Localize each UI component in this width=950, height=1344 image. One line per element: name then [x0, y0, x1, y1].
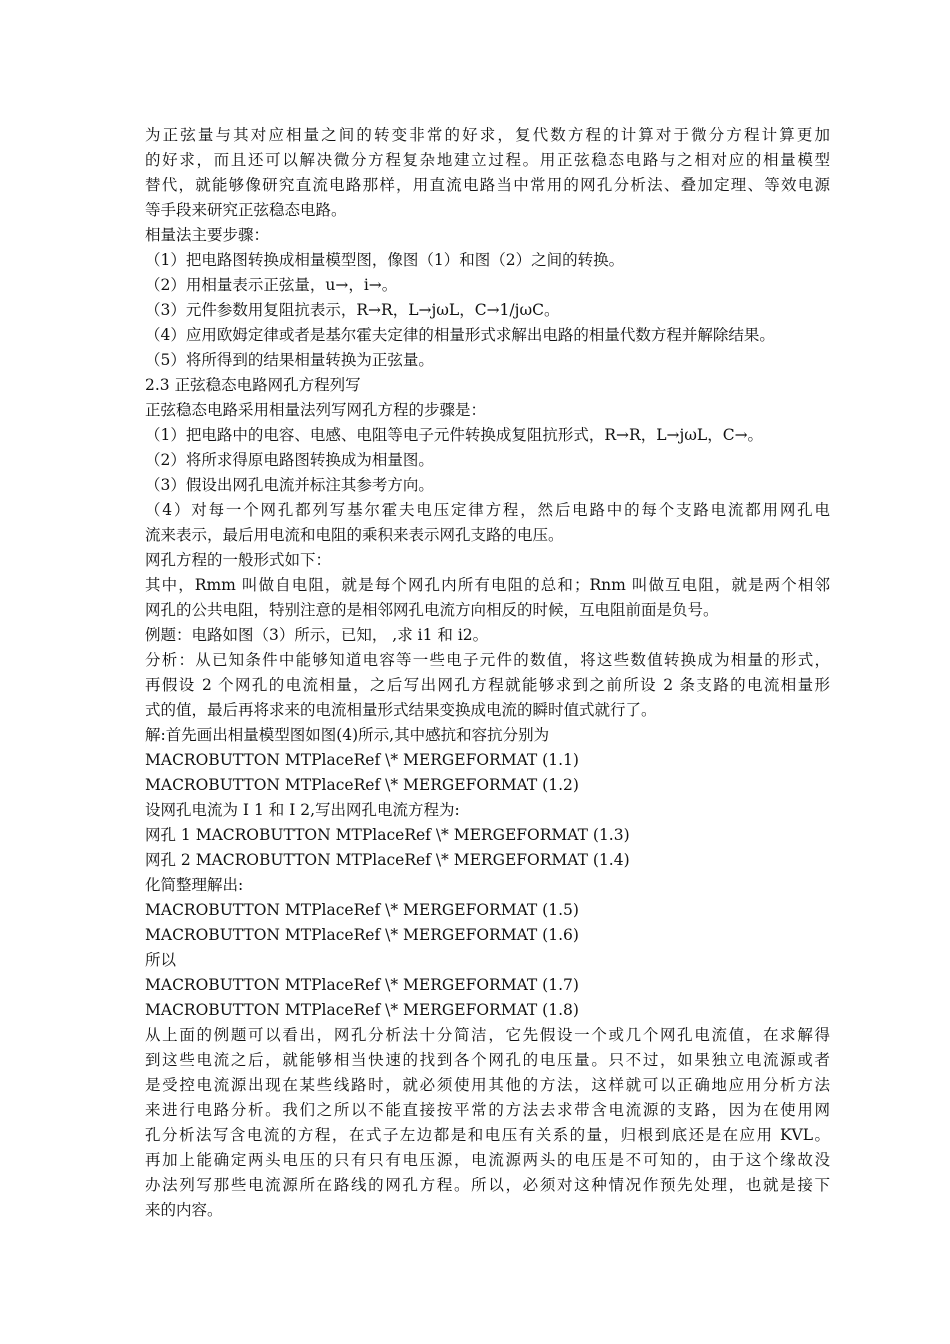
text-line: 设网孔电流为 I 1 和 I 2,写出网孔电流方程为:	[145, 801, 460, 819]
text-line: （4）应用欧姆定律或者是基尔霍夫定律的相量形式求解出电路的相量代数方程并解除结果。	[145, 326, 775, 344]
text-line: 再加上能确定两头电压的只有只有电压源，电流源两头的电压是不可知的，由于这个缘故没	[145, 1151, 830, 1169]
text-line: 的好求，而且还可以解决微分方程复杂地建立过程。用正弦稳态电路与之相对应的相量模型	[145, 151, 830, 169]
text-line: （3）假设出网孔电流并标注其参考方向。	[145, 476, 434, 494]
text-line: 相量法主要步骤：	[145, 226, 270, 244]
text-line: 为正弦量与其对应相量之间的转变非常的好求，复代数方程的计算对于微分方程计算更加	[145, 126, 830, 144]
text-line: MACROBUTTON MTPlaceRef \* MERGEFORMAT (1.1)	[145, 751, 579, 769]
text-line: 网孔 2 MACROBUTTON MTPlaceRef \* MERGEFORMAT (1.4)	[145, 851, 630, 869]
text-line: 等手段来研究正弦稳态电路。	[145, 201, 347, 219]
text-line: 式的值，最后再将求来的电流相量形式结果变换成电流的瞬时值式就行了。	[145, 701, 657, 719]
text-line: MACROBUTTON MTPlaceRef \* MERGEFORMAT (1.5)	[145, 901, 579, 919]
text-line: （1）把电路图转换成相量模型图，像图（1）和图（2）之间的转换。	[145, 251, 625, 269]
text-line: 其中，Rmm 叫做自电阻，就是每个网孔内所有电阻的总和；Rnm 叫做互电阻，就是两个相邻	[145, 576, 830, 594]
text-line: 网孔方程的一般形式如下：	[145, 551, 332, 569]
text-line: （4）对每一个网孔都列写基尔霍夫电压定律方程，然后电路中的每个支路电流都用网孔电	[145, 501, 830, 519]
text-line: 2.3 正弦稳态电路网孔方程列写	[145, 376, 361, 394]
text-line: 来进行电路分析。我们之所以不能直接按平常的方法去求带含电流源的支路，因为在使用网	[145, 1101, 830, 1119]
text-line: （5）将所得到的结果相量转换为正弦量。	[145, 351, 434, 369]
text-line: 网孔的公共电阻，特别注意的是相邻网孔电流方向相反的时候，互电阻前面是负号。	[145, 601, 719, 619]
document-body	[145, 123, 830, 1223]
text-line: （1）把电路中的电容、电感、电阻等电子元件转换成复阻抗形式，R→R，L→jωL，C→。	[145, 426, 764, 444]
text-line: 再假设 2 个网孔的电流相量，之后写出网孔方程就能够求到之前所设 2 条支路的电流相量形	[145, 676, 830, 694]
text-line: MACROBUTTON MTPlaceRef \* MERGEFORMAT (1.6)	[145, 926, 579, 944]
text-line: MACROBUTTON MTPlaceRef \* MERGEFORMAT (1.8)	[145, 1001, 579, 1019]
text-line: 分析：从已知条件中能够知道电容等一些电子元件的数值，将这些数值转换成为相量的形式，	[145, 651, 830, 669]
text-line: 来的内容。	[145, 1201, 223, 1219]
text-line: 正弦稳态电路采用相量法列写网孔方程的步骤是：	[145, 401, 487, 419]
text-line: （3）元件参数用复阻抗表示，R→R，L→jωL，C→1/jωC。	[145, 301, 560, 319]
text-line: 化简整理解出:	[145, 876, 244, 894]
text-line: 从上面的例题可以看出，网孔分析法十分简洁，它先假设一个或几个网孔电流值，在求解得	[145, 1026, 830, 1044]
text-line: 办法列写那些电流源所在路线的网孔方程。所以，必须对这种情况作预先处理，也就是接下	[145, 1176, 830, 1194]
text-line: 流来表示，最后用电流和电阻的乘积来表示网孔支路的电压。	[145, 526, 564, 544]
text-line: MACROBUTTON MTPlaceRef \* MERGEFORMAT (1.7)	[145, 976, 579, 994]
text-line: 替代，就能够像研究直流电路那样，用直流电路当中常用的网孔分析法、叠加定理、等效电源	[145, 176, 830, 194]
text-line: 例题：电路如图（3）所示，已知， ,求 i1 和 i2。	[145, 626, 489, 644]
text-line: 所以	[145, 951, 177, 969]
text-line: 孔分析法写含电流的方程，在式子左边都是和电压有关系的量，归根到底还是在应用 KVL。	[145, 1126, 830, 1144]
text-line: （2）将所求得原电路图转换成为相量图。	[145, 451, 434, 469]
text-line: MACROBUTTON MTPlaceRef \* MERGEFORMAT (1.2)	[145, 776, 579, 794]
text-line: 网孔 1 MACROBUTTON MTPlaceRef \* MERGEFORMAT (1.3)	[145, 826, 630, 844]
text-line: 是受控电流源出现在某些线路时，就必须使用其他的方法，这样就可以正确地应用分析方法	[145, 1076, 830, 1094]
text-line: 解:首先画出相量模型图如图(4)所示,其中感抗和容抗分别为	[145, 726, 550, 744]
text-line: 到这些电流之后，就能够相当快速的找到各个网孔的电压量。只不过，如果独立电流源或者	[145, 1051, 830, 1069]
text-line: （2）用相量表示正弦量，u→，i→。	[145, 276, 398, 294]
